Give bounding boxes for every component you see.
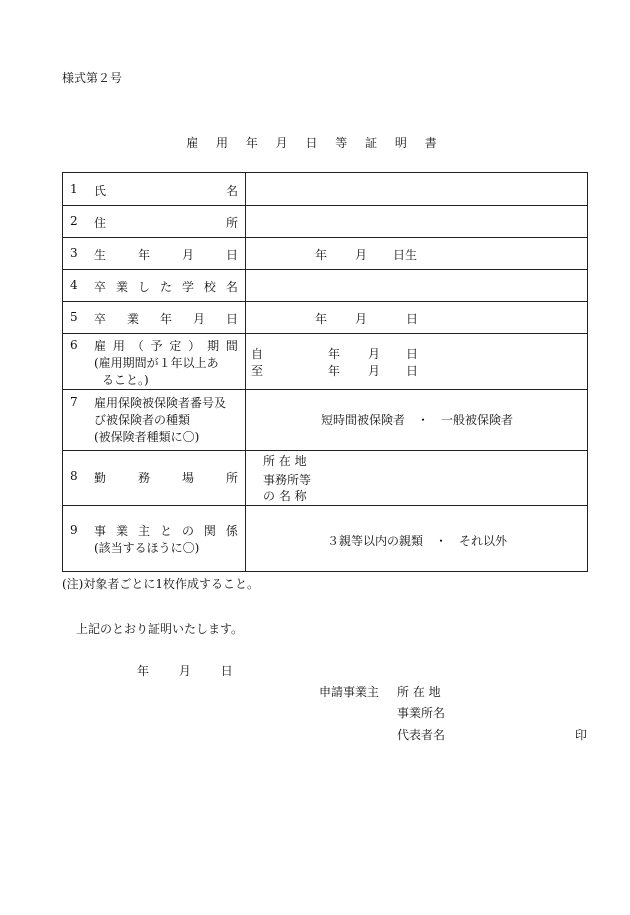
year-label: 年 xyxy=(328,364,341,378)
label-char: 期 xyxy=(207,339,220,353)
row-number: 6 xyxy=(70,338,78,352)
row-label xyxy=(94,310,238,327)
row-label xyxy=(94,523,238,557)
row-number: 9 xyxy=(70,523,78,537)
label-char: 氏 xyxy=(94,184,107,198)
relationship-options: ３親等以内の親類 ・ それ以外 xyxy=(326,534,507,548)
label-char: 学 xyxy=(181,280,194,294)
row-label xyxy=(94,338,238,389)
name-label: の 名 称 xyxy=(263,489,307,503)
row-label-line: 雇用保険被保険者番号及 xyxy=(94,396,227,410)
label-char: （ xyxy=(131,339,144,353)
row-label-line: び被保険者の種類 xyxy=(94,413,191,427)
row-label-sub: ること。) xyxy=(102,373,149,387)
day-label: 日 xyxy=(406,347,419,361)
label-char: 生 xyxy=(94,248,107,262)
label-char: ） xyxy=(188,339,201,353)
row-label xyxy=(94,395,238,446)
label-char: 予 xyxy=(150,339,163,353)
label-char: 係 xyxy=(225,524,238,538)
label-char: 所 xyxy=(225,471,238,485)
label-char: 名 xyxy=(225,280,238,294)
label-char: 年 xyxy=(159,312,172,326)
year-label: 年 xyxy=(315,312,328,326)
note-text: (注)対象者ごとに1枚作成すること。 xyxy=(62,577,259,591)
label-char: 業 xyxy=(115,280,128,294)
row-label xyxy=(94,182,238,199)
row-label-main xyxy=(94,523,238,540)
certificate-table xyxy=(62,172,588,572)
row-workplace xyxy=(63,450,587,505)
row-employment-period xyxy=(63,333,587,389)
row-number: 8 xyxy=(70,469,78,483)
row-label xyxy=(94,246,238,263)
month-label: 月 xyxy=(178,664,191,678)
label-char: 所 xyxy=(225,216,238,230)
to-label: 至 xyxy=(251,364,264,378)
label-char: 業 xyxy=(115,524,128,538)
day-label: 日 xyxy=(406,364,419,378)
label-char: 校 xyxy=(203,280,216,294)
label-char: と xyxy=(159,524,172,538)
label-char: 業 xyxy=(126,312,139,326)
insurance-type-options: 短時間被保険者 ・ 一般被保険者 xyxy=(320,413,513,427)
row-address xyxy=(63,205,587,237)
row-insurance xyxy=(63,389,587,450)
row-number: 5 xyxy=(70,310,78,324)
label-char: 務 xyxy=(137,471,150,485)
month-label: 月 xyxy=(355,312,368,326)
row-label-line: (被保険者種類に〇) xyxy=(94,430,200,444)
label-char: 用 xyxy=(112,339,125,353)
label-char: 卒 xyxy=(94,312,107,326)
label-char: 月 xyxy=(181,248,194,262)
label-char: 場 xyxy=(181,471,194,485)
row-relationship xyxy=(63,505,587,573)
row-name xyxy=(63,173,587,205)
label-char: 関 xyxy=(203,524,216,538)
label-char: 卒 xyxy=(94,280,107,294)
row-number: 4 xyxy=(70,278,78,292)
row-label-sub: (該当するほうに〇) xyxy=(94,541,200,555)
label-char: 勤 xyxy=(94,471,107,485)
row-number: 2 xyxy=(70,214,78,228)
document-title: 雇 用 年 月 日 等 証 明 書 xyxy=(186,136,444,150)
label-char: 定 xyxy=(169,339,182,353)
seal-mark: 印 xyxy=(575,728,588,742)
row-label xyxy=(94,214,238,231)
row-label xyxy=(94,278,238,295)
row-number: 1 xyxy=(70,182,78,196)
label-char: 主 xyxy=(137,524,150,538)
row-number: 7 xyxy=(70,395,78,409)
office-label: 事務所等 xyxy=(263,473,312,487)
year-label: 年 xyxy=(328,347,341,361)
label-char: 月 xyxy=(192,312,205,326)
row-label xyxy=(94,469,238,486)
office-name-label: 事業所名 xyxy=(397,706,446,720)
month-label: 月 xyxy=(368,364,381,378)
label-char: 事 xyxy=(94,524,107,538)
row-label-sub: (雇用期間が１年以上あ xyxy=(94,356,219,370)
statement-text: 上記のとおり証明いたします。 xyxy=(76,622,244,636)
year-label: 年 xyxy=(315,248,328,262)
location-label: 所 在 地 xyxy=(263,454,307,468)
label-char: 住 xyxy=(94,216,107,230)
day-label: 日 xyxy=(220,664,233,678)
label-char: の xyxy=(181,524,194,538)
representative-label: 代表者名 xyxy=(397,728,446,742)
label-char: 間 xyxy=(225,339,238,353)
label-char: た xyxy=(159,280,172,294)
row-birthdate xyxy=(63,237,587,269)
row-graduation-date xyxy=(63,301,587,333)
applicant-label: 申請事業主 xyxy=(319,685,380,699)
row-label-main xyxy=(94,338,238,355)
row-number: 3 xyxy=(70,246,78,260)
month-label: 月 xyxy=(368,347,381,361)
form-number: 様式第２号 xyxy=(62,71,123,85)
applicant-address-label: 所 在 地 xyxy=(397,685,441,699)
from-label: 自 xyxy=(251,347,264,361)
row-school xyxy=(63,269,587,301)
label-char: 雇 xyxy=(94,339,107,353)
issue-date-line xyxy=(137,662,233,679)
label-char: 日 xyxy=(225,312,238,326)
day-label: 日 xyxy=(406,312,419,326)
label-char: 日 xyxy=(225,248,238,262)
month-label: 月 xyxy=(355,248,368,262)
label-char: し xyxy=(137,280,150,294)
day-label: 日生 xyxy=(393,248,418,262)
label-char: 年 xyxy=(137,248,150,262)
year-label: 年 xyxy=(137,664,150,678)
label-char: 名 xyxy=(225,184,238,198)
